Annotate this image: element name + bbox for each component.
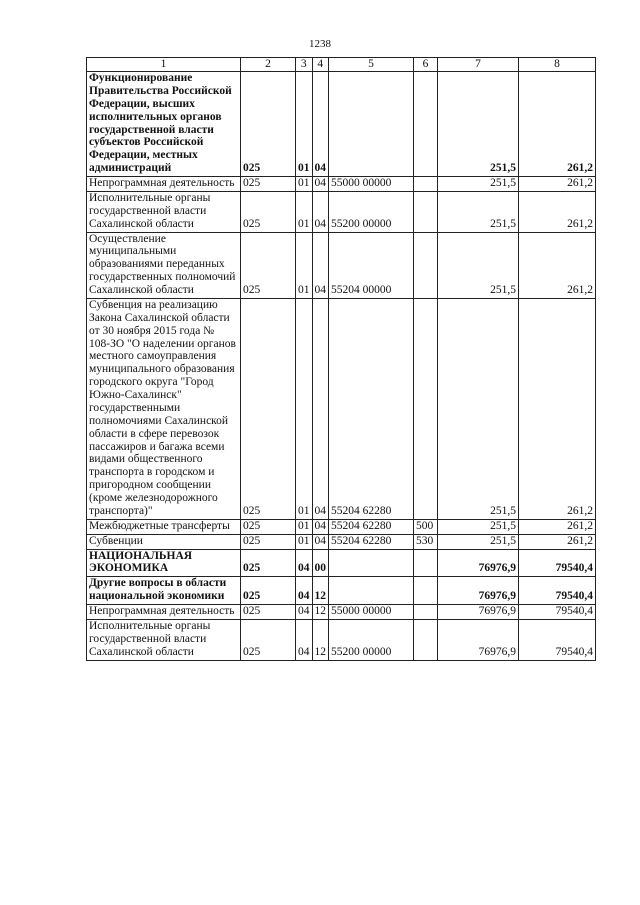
row-section: 01 — [296, 534, 313, 549]
row-value-year-1: 251,5 — [438, 232, 519, 298]
row-target-article — [329, 72, 414, 177]
row-value-year-2: 261,2 — [519, 191, 596, 232]
row-value-year-2: 79540,4 — [519, 605, 596, 620]
table-row — [87, 577, 596, 605]
row-section: 04 — [296, 619, 313, 660]
table-row — [87, 549, 596, 577]
row-code: 025 — [241, 577, 296, 605]
row-code: 025 — [241, 177, 296, 192]
row-code: 025 — [241, 549, 296, 577]
row-subsection: 04 — [312, 177, 329, 192]
row-subsection: 04 — [312, 72, 329, 177]
header-col-4: 4 — [312, 58, 329, 72]
row-target-article — [329, 549, 414, 577]
budget-table — [86, 57, 596, 661]
row-code: 025 — [241, 72, 296, 177]
row-subsection: 04 — [312, 534, 329, 549]
row-name: Субвенция на реализацию Закона Сахалинской области от 30 ноября 2015 года № 108-ЗО "О наделении органов местного самоуправления муниципального образования городского округа "Город Южно-Сахалинск" государственными полномочиями Сахалинской области в сфере перевозок пассажиров и багажа всеми видами общественного транспорта в городском и пригородном сообщении (кроме железнодорожного транспорта)" — [87, 298, 241, 519]
row-name: Непрограммная деятельность — [87, 177, 241, 192]
page-number: 1238 — [309, 38, 331, 50]
row-value-year-1: 76976,9 — [438, 549, 519, 577]
row-value-year-2: 261,2 — [519, 177, 596, 192]
table-row — [87, 619, 596, 660]
row-subsection: 12 — [312, 619, 329, 660]
row-value-year-1: 251,5 — [438, 177, 519, 192]
row-value-year-1: 251,5 — [438, 534, 519, 549]
row-target-article — [329, 577, 414, 605]
row-value-year-2: 261,2 — [519, 232, 596, 298]
row-target-article: 55204 62280 — [329, 298, 414, 519]
row-section: 01 — [296, 177, 313, 192]
row-value-year-1: 251,5 — [438, 72, 519, 177]
row-code: 025 — [241, 605, 296, 620]
row-value-year-1: 251,5 — [438, 298, 519, 519]
header-col-7: 7 — [438, 58, 519, 72]
row-name: Осуществление муниципальными образованиями переданных государственных полномочий Сахалинской области — [87, 232, 241, 298]
row-value-year-1: 251,5 — [438, 191, 519, 232]
row-expense-type — [414, 298, 438, 519]
row-section: 04 — [296, 577, 313, 605]
row-name: Непрограммная деятельность — [87, 605, 241, 620]
row-name: Исполнительные органы государственной власти Сахалинской области — [87, 191, 241, 232]
table-row — [87, 177, 596, 192]
row-subsection: 12 — [312, 577, 329, 605]
header-col-2: 2 — [241, 58, 296, 72]
row-value-year-2: 79540,4 — [519, 577, 596, 605]
row-name: Функционирование Правительства Российской Федерации, высших исполнительных органов государственной власти субъектов Российской Федерации, местных администраций — [87, 72, 241, 177]
row-value-year-2: 79540,4 — [519, 549, 596, 577]
row-value-year-1: 76976,9 — [438, 619, 519, 660]
header-col-8: 8 — [519, 58, 596, 72]
row-section: 01 — [296, 191, 313, 232]
row-name: Другие вопросы в области национальной экономики — [87, 577, 241, 605]
row-target-article: 55000 00000 — [329, 605, 414, 620]
row-section: 01 — [296, 72, 313, 177]
table-header-row — [87, 58, 596, 72]
row-section: 01 — [296, 298, 313, 519]
row-expense-type: 500 — [414, 519, 438, 534]
header-col-5: 5 — [329, 58, 414, 72]
row-value-year-1: 76976,9 — [438, 577, 519, 605]
row-target-article: 55200 00000 — [329, 619, 414, 660]
row-code: 025 — [241, 619, 296, 660]
row-target-article: 55200 00000 — [329, 191, 414, 232]
table-row — [87, 191, 596, 232]
row-value-year-2: 261,2 — [519, 534, 596, 549]
row-section: 04 — [296, 605, 313, 620]
row-expense-type — [414, 619, 438, 660]
table-row — [87, 72, 596, 177]
row-code: 025 — [241, 232, 296, 298]
row-expense-type — [414, 177, 438, 192]
row-code: 025 — [241, 191, 296, 232]
row-expense-type — [414, 191, 438, 232]
row-expense-type — [414, 577, 438, 605]
row-subsection: 04 — [312, 519, 329, 534]
header-col-1: 1 — [87, 58, 241, 72]
table-row — [87, 298, 596, 519]
row-value-year-1: 76976,9 — [438, 605, 519, 620]
row-expense-type — [414, 549, 438, 577]
row-subsection: 04 — [312, 191, 329, 232]
row-expense-type — [414, 72, 438, 177]
row-subsection: 04 — [312, 232, 329, 298]
row-name: Межбюджетные трансферты — [87, 519, 241, 534]
row-target-article: 55204 00000 — [329, 232, 414, 298]
row-section: 01 — [296, 232, 313, 298]
row-target-article: 55204 62280 — [329, 534, 414, 549]
row-code: 025 — [241, 298, 296, 519]
row-value-year-1: 251,5 — [438, 519, 519, 534]
row-code: 025 — [241, 519, 296, 534]
row-value-year-2: 261,2 — [519, 72, 596, 177]
table-row — [87, 519, 596, 534]
row-subsection: 12 — [312, 605, 329, 620]
row-subsection: 00 — [312, 549, 329, 577]
row-expense-type — [414, 232, 438, 298]
row-subsection: 04 — [312, 298, 329, 519]
header-col-3: 3 — [296, 58, 313, 72]
row-expense-type — [414, 605, 438, 620]
row-value-year-2: 261,2 — [519, 298, 596, 519]
header-col-6: 6 — [414, 58, 438, 72]
table-row — [87, 534, 596, 549]
row-value-year-2: 261,2 — [519, 519, 596, 534]
row-expense-type: 530 — [414, 534, 438, 549]
row-name: НАЦИОНАЛЬНАЯ ЭКОНОМИКА — [87, 549, 241, 577]
table-row — [87, 232, 596, 298]
row-value-year-2: 79540,4 — [519, 619, 596, 660]
row-name: Субвенции — [87, 534, 241, 549]
row-target-article: 55204 62280 — [329, 519, 414, 534]
table-row — [87, 605, 596, 620]
row-target-article: 55000 00000 — [329, 177, 414, 192]
row-section: 01 — [296, 519, 313, 534]
row-section: 04 — [296, 549, 313, 577]
row-name: Исполнительные органы государственной власти Сахалинской области — [87, 619, 241, 660]
row-code: 025 — [241, 534, 296, 549]
